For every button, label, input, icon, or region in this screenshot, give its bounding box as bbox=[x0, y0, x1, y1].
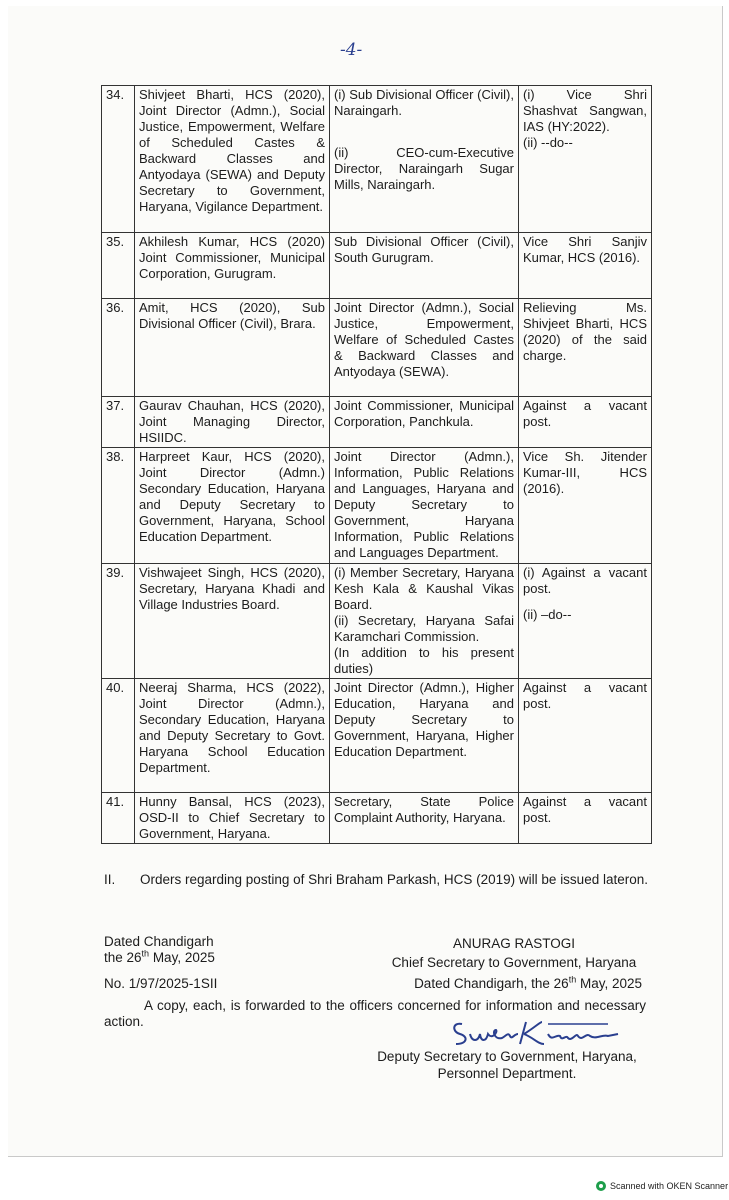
officer-details: Harpreet Kaur, HCS (2020), Joint Director (Admn.) Secondary Education, Haryana and Deputy Secretary to Government, Haryana, School Education Department. bbox=[135, 448, 330, 564]
new-posting bbox=[330, 564, 519, 679]
officer-details: Hunny Bansal, HCS (2023), OSD-II to Chief Secretary to Government, Haryana. bbox=[135, 793, 330, 844]
remarks: Against a vacant post. bbox=[519, 679, 652, 793]
deputy-secretary-block bbox=[370, 1048, 644, 1082]
new-posting bbox=[330, 86, 519, 233]
table-row bbox=[102, 233, 652, 299]
posting-orders-table bbox=[101, 85, 652, 844]
page-number: -4- bbox=[340, 40, 363, 60]
remarks-line: (i) Against a vacant post. bbox=[523, 565, 647, 596]
table-row bbox=[102, 299, 652, 397]
officer-details: Gaurav Chauhan, HCS (2020), Joint Managing Director, HSIIDC. bbox=[135, 397, 330, 448]
serial-number: 34. bbox=[102, 86, 135, 233]
officer-details: Shivjeet Bharti, HCS (2020), Joint Director (Admn.), Social Justice, Empowerment, Welfare of Scheduled Castes & Backward Classes and Antyodaya (SEWA) and Deputy Secretary to Government, Haryana, Vigilance Department. bbox=[135, 86, 330, 233]
remarks: Vice Shri Sanjiv Kumar, HCS (2016). bbox=[519, 233, 652, 299]
remarks-line: (i) Vice Shri Shashvat Sangwan, IAS (HY:2022). bbox=[523, 87, 647, 134]
deputy-line: Personnel Department. bbox=[437, 1066, 577, 1081]
posting-line: (i) Sub Divisional Officer (Civil), Naraingarh. bbox=[334, 87, 514, 118]
dated-block bbox=[104, 934, 215, 966]
remarks: Against a vacant post. bbox=[519, 793, 652, 844]
remarks-line: (ii) --do-- bbox=[523, 135, 573, 150]
remarks: Vice Sh. Jitender Kumar-III, HCS (2016). bbox=[519, 448, 652, 564]
copy-forwarded-text: A copy, each, is forwarded to the officers concerned for information and necessary action. bbox=[104, 998, 646, 1029]
officer-details: Amit, HCS (2020), Sub Divisional Officer (Civil), Brara. bbox=[135, 299, 330, 397]
serial-number: 41. bbox=[102, 793, 135, 844]
officer-details: Akhilesh Kumar, HCS (2020) Joint Commissioner, Municipal Corporation, Gurugram. bbox=[135, 233, 330, 299]
posting-line: (ii) CEO-cum-Executive Director, Naraingarh Sugar Mills, Naraingarh. bbox=[334, 145, 514, 192]
serial-number: 39. bbox=[102, 564, 135, 679]
posting-line: (i) Member Secretary, Haryana Kesh Kala & Kaushal Vikas Board. bbox=[334, 565, 514, 612]
table-row bbox=[102, 397, 652, 448]
new-posting: Joint Commissioner, Municipal Corporation, Panchkula. bbox=[330, 397, 519, 448]
signatory-dated: Dated Chandigarh, the 26th May, 2025 bbox=[414, 974, 642, 991]
paragraph-ii bbox=[104, 868, 648, 892]
new-posting: Joint Director (Admn.), Information, Public Relations and Languages, Haryana and Deputy Secretary to Government, Haryana Information, Public Relations and Languages Department. bbox=[330, 448, 519, 564]
handwritten-signature bbox=[448, 1014, 628, 1050]
posting-line: (ii) Secretary, Haryana Safai Karamchari Commission. bbox=[334, 613, 514, 644]
officer-details: Neeraj Sharma, HCS (2022), Joint Director (Admn.), Secondary Education, Haryana and Deputy Secretary to Govt. Haryana School Education Department. bbox=[135, 679, 330, 793]
signatory-name: ANURAG RASTOGI bbox=[452, 936, 576, 951]
dated-place: Dated Chandigarh bbox=[104, 934, 214, 949]
paragraph-text: Orders regarding posting of Shri Braham Parkash, HCS (2019) will be issued lateron. bbox=[140, 872, 648, 887]
new-posting: Joint Director (Admn.), Social Justice, Empowerment, Welfare of Scheduled Castes & Backward Classes and Antyodaya (SEWA). bbox=[330, 299, 519, 397]
officer-details: Vishwajeet Singh, HCS (2020), Secretary, Haryana Khadi and Village Industries Board. bbox=[135, 564, 330, 679]
remarks bbox=[519, 86, 652, 233]
remarks bbox=[519, 564, 652, 679]
posting-line: (In addition to his present duties) bbox=[334, 645, 514, 676]
signatory-block bbox=[386, 934, 642, 993]
scanner-label: Scanned with OKEN Scanner bbox=[610, 1181, 729, 1191]
serial-number: 36. bbox=[102, 299, 135, 397]
serial-number: 38. bbox=[102, 448, 135, 564]
order-number: No. 1/97/2025-1SII bbox=[104, 976, 218, 991]
scanner-watermark bbox=[596, 1181, 728, 1191]
remarks-line: (ii) –do-- bbox=[523, 607, 572, 622]
deputy-line: Deputy Secretary to Government, Haryana, bbox=[377, 1049, 637, 1064]
serial-number: 37. bbox=[102, 397, 135, 448]
signatory-title: Chief Secretary to Government, Haryana bbox=[391, 955, 637, 970]
table-row bbox=[102, 448, 652, 564]
new-posting: Secretary, State Police Complaint Authority, Haryana. bbox=[330, 793, 519, 844]
table-row bbox=[102, 679, 652, 793]
table-row bbox=[102, 86, 652, 233]
remarks: Relieving Ms. Shivjeet Bharti, HCS (2020) of the said charge. bbox=[519, 299, 652, 397]
serial-number: 40. bbox=[102, 679, 135, 793]
table-row bbox=[102, 564, 652, 679]
new-posting: Joint Director (Admn.), Higher Education, Haryana and Deputy Secretary to Government, Haryana, Higher Education Department. bbox=[330, 679, 519, 793]
remarks: Against a vacant post. bbox=[519, 397, 652, 448]
serial-number: 35. bbox=[102, 233, 135, 299]
paragraph-number: II. bbox=[104, 872, 116, 887]
scanner-logo-icon bbox=[596, 1181, 606, 1191]
table-row bbox=[102, 793, 652, 844]
new-posting: Sub Divisional Officer (Civil), South Gurugram. bbox=[330, 233, 519, 299]
dated-date: the 26th May, 2025 bbox=[104, 948, 215, 965]
